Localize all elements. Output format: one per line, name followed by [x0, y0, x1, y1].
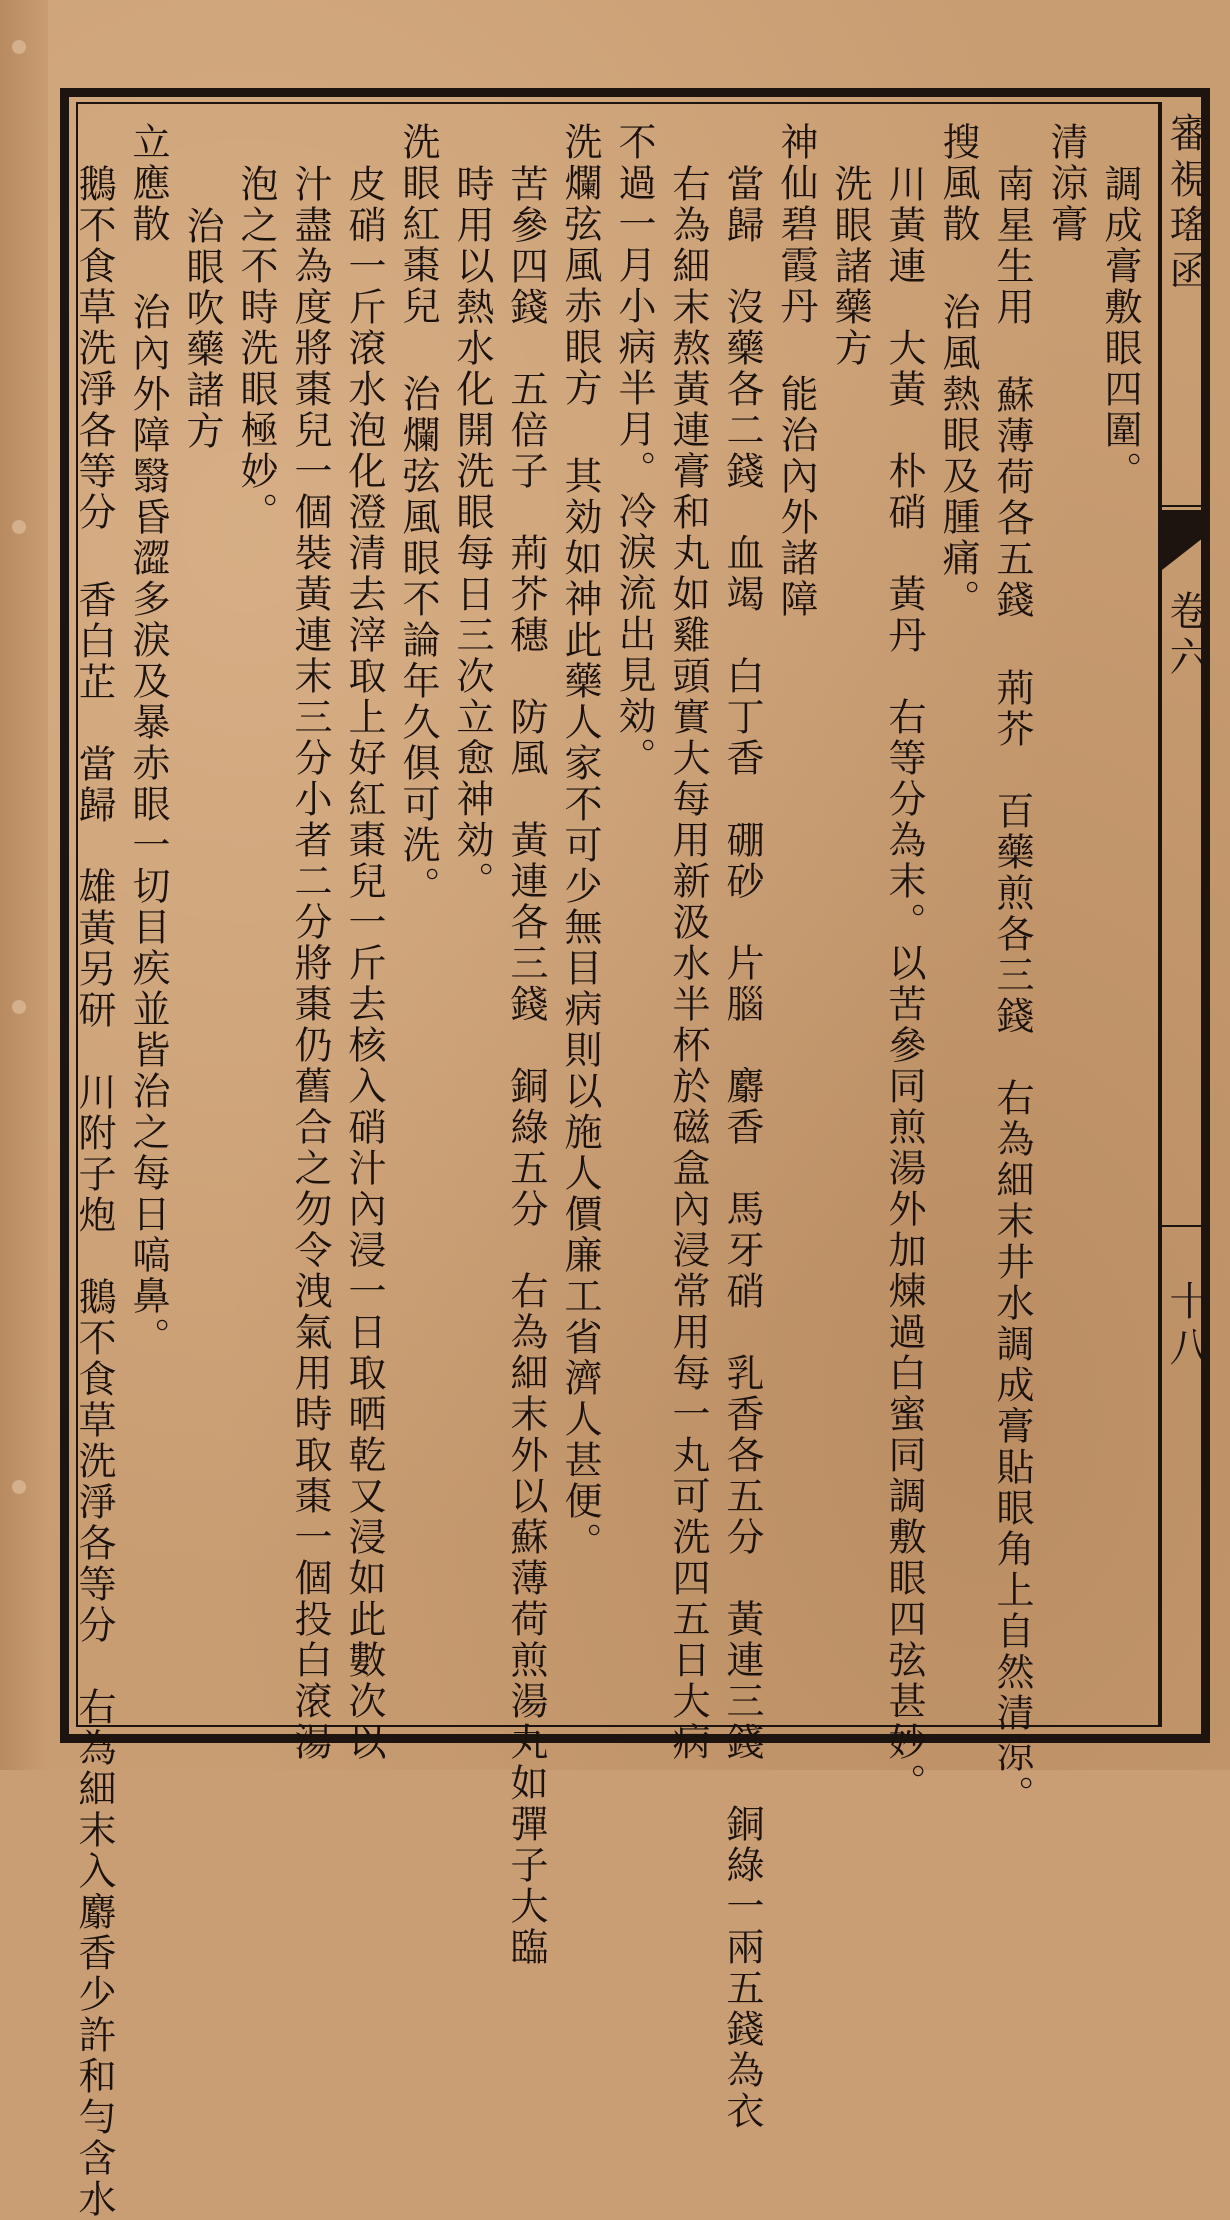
binding-hole: [12, 1480, 26, 1494]
page-edge: [0, 0, 48, 1770]
text-column: 汁盡為度將棗兒一個裝黃連末三分小者二分將棗仍舊合之勿令洩氣用時取棗一個投白滾湯: [288, 164, 332, 1763]
page-number: 十八: [1163, 1280, 1209, 1372]
text-body: [72, 122, 1147, 2220]
text-column: 川黃連 大黃 朴硝 黃丹 右等分為末。以苦參同煎湯外加煉過白蜜同調敷眼四弦甚妙。: [882, 164, 926, 1804]
text-column: 苦參四錢 五倍子 荊芥穗 防風 黃連各三錢 銅綠五分 右為細末外以蘇薄荷煎湯丸如彈子大臨: [504, 164, 548, 1968]
text-column: 洗眼諸藥方: [828, 164, 872, 369]
margin-strip: [1160, 102, 1210, 1727]
text-column: 神仙碧霞丹 能治內外諸障: [774, 122, 818, 620]
volume-label: 卷六: [1163, 590, 1209, 682]
fish-tail-rule: [1162, 505, 1208, 507]
text-column: 右為細末熬黃連膏和丸如雞頭實大每用新汲水半杯於磁盒內浸常用每一丸可洗四五日大病: [666, 164, 710, 1763]
text-column: 調成膏敷眼四圍。: [1098, 164, 1142, 492]
text-column: 皮硝一斤滾水泡化澄清去滓取上好紅棗兒一斤去核入硝汁內浸一日取晒乾又浸如此數次以: [342, 164, 386, 1763]
text-column: 洗爛弦風赤眼方 其効如神此藥人家不可少無目病則以施人價廉工省濟人甚便。: [558, 122, 602, 1563]
binding-hole: [12, 1000, 26, 1014]
text-column: 鵝不食草洗淨各等分 香白芷 當歸 雄黃另研 川附子炮 鵝不食草洗淨各等分 右為細末入麝香少許和勻含水: [72, 164, 116, 2220]
text-column: 立應散 治內外障翳昏澀多淚及暴赤眼一切目疾並皆治之每日嗃鼻。: [126, 122, 170, 1358]
text-column: 泡之不時洗眼極妙。: [234, 164, 278, 533]
text-column: 搜風散 治風熱眼及腫痛。: [936, 122, 980, 620]
text-column: 當歸 沒藥各二錢 血竭 白丁香 硼砂 片腦 麝香 馬牙硝 乳香各五分 黃連三錢 銅綠一兩五錢為衣: [720, 164, 764, 2132]
book-title: 審視瑤函: [1163, 112, 1209, 296]
text-column: 洗眼紅棗兒 治爛弦風眼不論年久俱可洗。: [396, 122, 440, 907]
binding-hole: [12, 520, 26, 534]
fish-tail-rule: [1162, 1225, 1208, 1227]
text-column: 時用以熱水化開洗眼每日三次立愈神効。: [450, 164, 494, 902]
text-column: 治眼吹藥諸方: [180, 206, 224, 452]
text-column: 清涼膏: [1044, 122, 1088, 245]
binding-hole: [12, 40, 26, 54]
text-column: 不過一月小病半月。冷淚流出見効。: [612, 122, 656, 778]
text-column: 南星生用 蘇薄荷各五錢 荊芥 百藥煎各三錢 右為細末井水調成膏貼眼角上自然清涼。: [990, 164, 1034, 1816]
